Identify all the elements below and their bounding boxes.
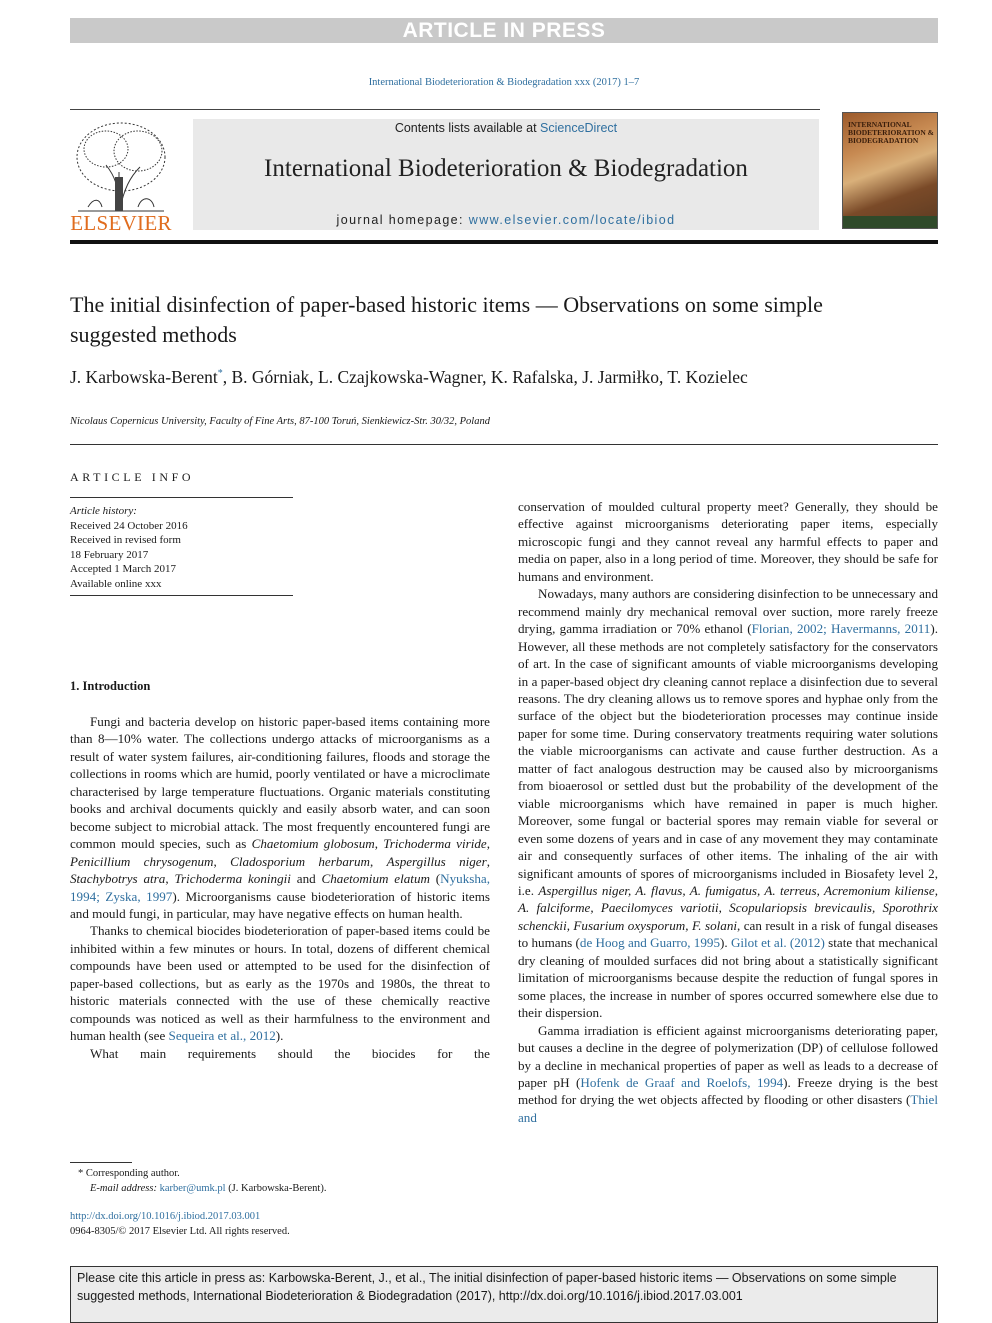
corresponding-author-mark[interactable]: * <box>217 368 223 379</box>
doi-link[interactable]: http://dx.doi.org/10.1016/j.ibiod.2017.03.001 <box>70 1211 261 1222</box>
cover-strip <box>843 216 937 228</box>
footnote-rule <box>70 1162 132 1163</box>
history-entry: Received in revised form <box>70 534 181 546</box>
citation-link[interactable]: de Hoog and Guarro, 1995 <box>579 935 720 951</box>
history-entry: Received 24 October 2016 <box>70 519 188 532</box>
left-column-body <box>70 713 490 1062</box>
homepage-prefix: journal homepage: <box>336 213 469 227</box>
history-entry: Available online xxx <box>70 577 162 590</box>
homepage-link[interactable]: www.elsevier.com/locate/ibiod <box>468 213 676 227</box>
contents-line <box>193 121 819 135</box>
contents-prefix: Contents lists available at <box>394 121 541 135</box>
citation-link[interactable]: Gilot et al. (2012) <box>730 935 825 951</box>
email-label: E-mail address: <box>90 1183 160 1194</box>
history-entry: 18 February 2017 <box>70 548 149 561</box>
article-title: The initial disinfection of paper-based historic items — Observations on some simple suggested methods <box>70 292 823 347</box>
other-authors: , B. Górniak, L. Czajkowska-Wagner, K. Rafalska, J. Jarmiłko, T. Kozielec <box>222 366 748 387</box>
section-heading-introduction: 1. Introduction <box>70 679 151 693</box>
email-suffix: (J. Karbowska-Berent). <box>225 1183 327 1194</box>
first-author: J. Karbowska-Berent <box>70 366 218 387</box>
homepage-line <box>193 213 819 227</box>
citation-link[interactable]: Nyuksha, 1994; Zyska, 1997 <box>70 871 490 904</box>
sciencedirect-link[interactable]: ScienceDirect <box>540 121 618 135</box>
journal-title: International Biodeterioration & Biodegradation <box>264 155 748 182</box>
article-info-rule-top <box>70 497 293 498</box>
journal-reference-link[interactable]: International Biodeterioration & Biodegradation xxx (2017) 1–7 <box>368 77 640 88</box>
cover-title: INTERNATIONAL BIODETERIORATION & BIODEGRADATION <box>848 120 934 145</box>
author-list <box>70 362 900 389</box>
paragraph: Gamma irradiation is efficient against microorganisms deteriorating paper, but causes a decline in the degree of polymerization (DP) of cellulose followed by a decline in mechanical properties of paper as well as leads to a decrease of paper pH (Hofenk de Graaf and Roelofs, 1994). Freeze drying is the best method for drying the wet objects affected by flooding or other disasters (Thiel and <box>518 1022 938 1125</box>
paragraph: Nowadays, many authors are considering disinfection to be unnecessary and recommend mainly dry mechanical removal over suction, more rarely freeze drying, gamma irradiation or 70% ethanol (Florian, 2002; Havermanns, 2011). However, all these methods are not completely satisfactory for the conservators of art. In the case of significant amounts of viable microorganisms developing in a paper-based object dry cleaning cannot replace a disinfection due to several reasons. The dry cleaning allows us to remove spores and hyphae only from the surface of the object but the biodeterioration processes may continue inside paper for some time. During conservatory treatments requiring water solutions the viable microorganisms can activate and cause further destruction. As a matter of fact analogous destruction may be caused also by microorganisms from bioaerosol or settled dust but the probability of the development of the viable microorganisms which have remained in paper is much higher. Moreover, some fungal or bacterial spores may remain viable for several or even some dozens of years and in case of any movement they may contaminate air and consequently surfaces of other items. The inhaling of the air with significant amounts of spores of microorganisms included in Biosafety level 2, i.e. Aspergillus niger, A. flavus, A. fumigatus, A. terreus, Acremonium kiliense, A. falciforme, Paecilomyces variotii, Scopulariopsis brevicaulis, Sporothrix schenckii, Fusarium oxysporum, F. solani, can result in a risk of fungal diseases to humans (de Hoog and Guarro, 1995). Gilot et al. (2012) state that mechanical dry cleaning of moulded surfaces did not bring about a statistically significant limitation of microorganisms because despite the reduction of fungal spores in some places, the increase in number of spores occurred somewhere else due to their dispersion. <box>518 586 938 1021</box>
affiliation: Nicolaus Copernicus University, Faculty of Fine Arts, 87-100 Toruń, Sienkiewicz-Str. 30/32, Poland <box>70 416 490 427</box>
history-entry: Accepted 1 March 2017 <box>70 563 176 575</box>
citation-link[interactable]: Sequeira et al., 2012 <box>168 1028 276 1044</box>
footnote-mark: * <box>78 1168 84 1179</box>
article-in-press-banner: ARTICLE IN PRESS <box>70 18 938 43</box>
right-column-body <box>518 498 938 1126</box>
elsevier-wordmark: ELSEVIER <box>70 211 172 235</box>
journal-cover-image <box>842 112 938 229</box>
header-thick-rule <box>70 240 938 244</box>
article-info-rule-bottom <box>70 595 293 596</box>
paragraph: Thanks to chemical biocides biodeterioration of paper-based items could be inhibited within a few minutes or hours. In total, dozens of different chemical compounds have been used or attempted to be used for the disinfection of paper-based collections, but as early as the 1970s and 1980s, the threat to historic materials connected with the use of these chemically reactive compounds was noticed as well as their harmfulness to the environment and human health (see Sequeira et al., 2012). <box>70 923 490 1044</box>
article-history <box>70 504 293 591</box>
citation-link[interactable]: Florian, 2002; Havermanns, 2011 <box>751 621 931 637</box>
corresponding-author-note: Corresponding author. <box>85 1168 180 1179</box>
paragraph: What main requirements should the biocides for the <box>90 1045 490 1061</box>
footnote <box>78 1166 498 1196</box>
header-divider <box>70 109 820 110</box>
citation-link[interactable]: Hofenk de Graaf and Roelofs, 1994 <box>580 1074 784 1090</box>
affiliation-divider <box>70 444 938 445</box>
citation-link[interactable]: Thiel and <box>518 1092 938 1125</box>
citation-box: Please cite this article in press as: Karbowska-Berent, J., et al., The initial disinfection of paper-based historic items — Observations on some simple suggested methods, International Biodeterioration & Biodegradation (2017), http://dx.doi.org/10.1016/j.ibiod.2017.03.001 <box>70 1266 938 1323</box>
paragraph: conservation of moulded cultural property meet? Generally, they should be effective against microorganisms deteriorating paper items, especially microscopic fungi and they cannot reveal any harmful effects to paper and media on paper, also in a long period of time. Moreover, they should be safe for humans and environment. <box>518 499 938 584</box>
paragraph: Fungi and bacteria develop on historic paper-based items containing more than 8—10% water. The collections undergo attacks of microorganisms as a result of water system failures, air-conditioning failures, floods and storage the collections in rooms which are humid, poorly ventilated or have a microclimate characterised by large temperature fluctuations. Organic materials constituting books and archival documents quickly and easily absorb water, and can soon become subject to microbial attack. The most frequently encountered fungi are common mould species, such as Chaetomium globosum, Trichoderma viride, Penicillium chrysogenum, Cladosporium herbarum, Aspergillus niger, Stachybotrys atra, Trichoderma koningii and Chaetomium elatum (Nyuksha, 1994; Zyska, 1997). Microorganisms cause biodeterioration of historic items and mould fungi, in particular, may have negative effects on human health. <box>70 714 490 921</box>
email-link[interactable]: karber@umk.pl <box>159 1183 226 1194</box>
copyright: 0964-8305/© 2017 Elsevier Ltd. All rights reserved. <box>70 1226 290 1237</box>
history-label: Article history: <box>70 505 137 517</box>
article-info-heading: ARTICLE INFO <box>70 470 195 484</box>
